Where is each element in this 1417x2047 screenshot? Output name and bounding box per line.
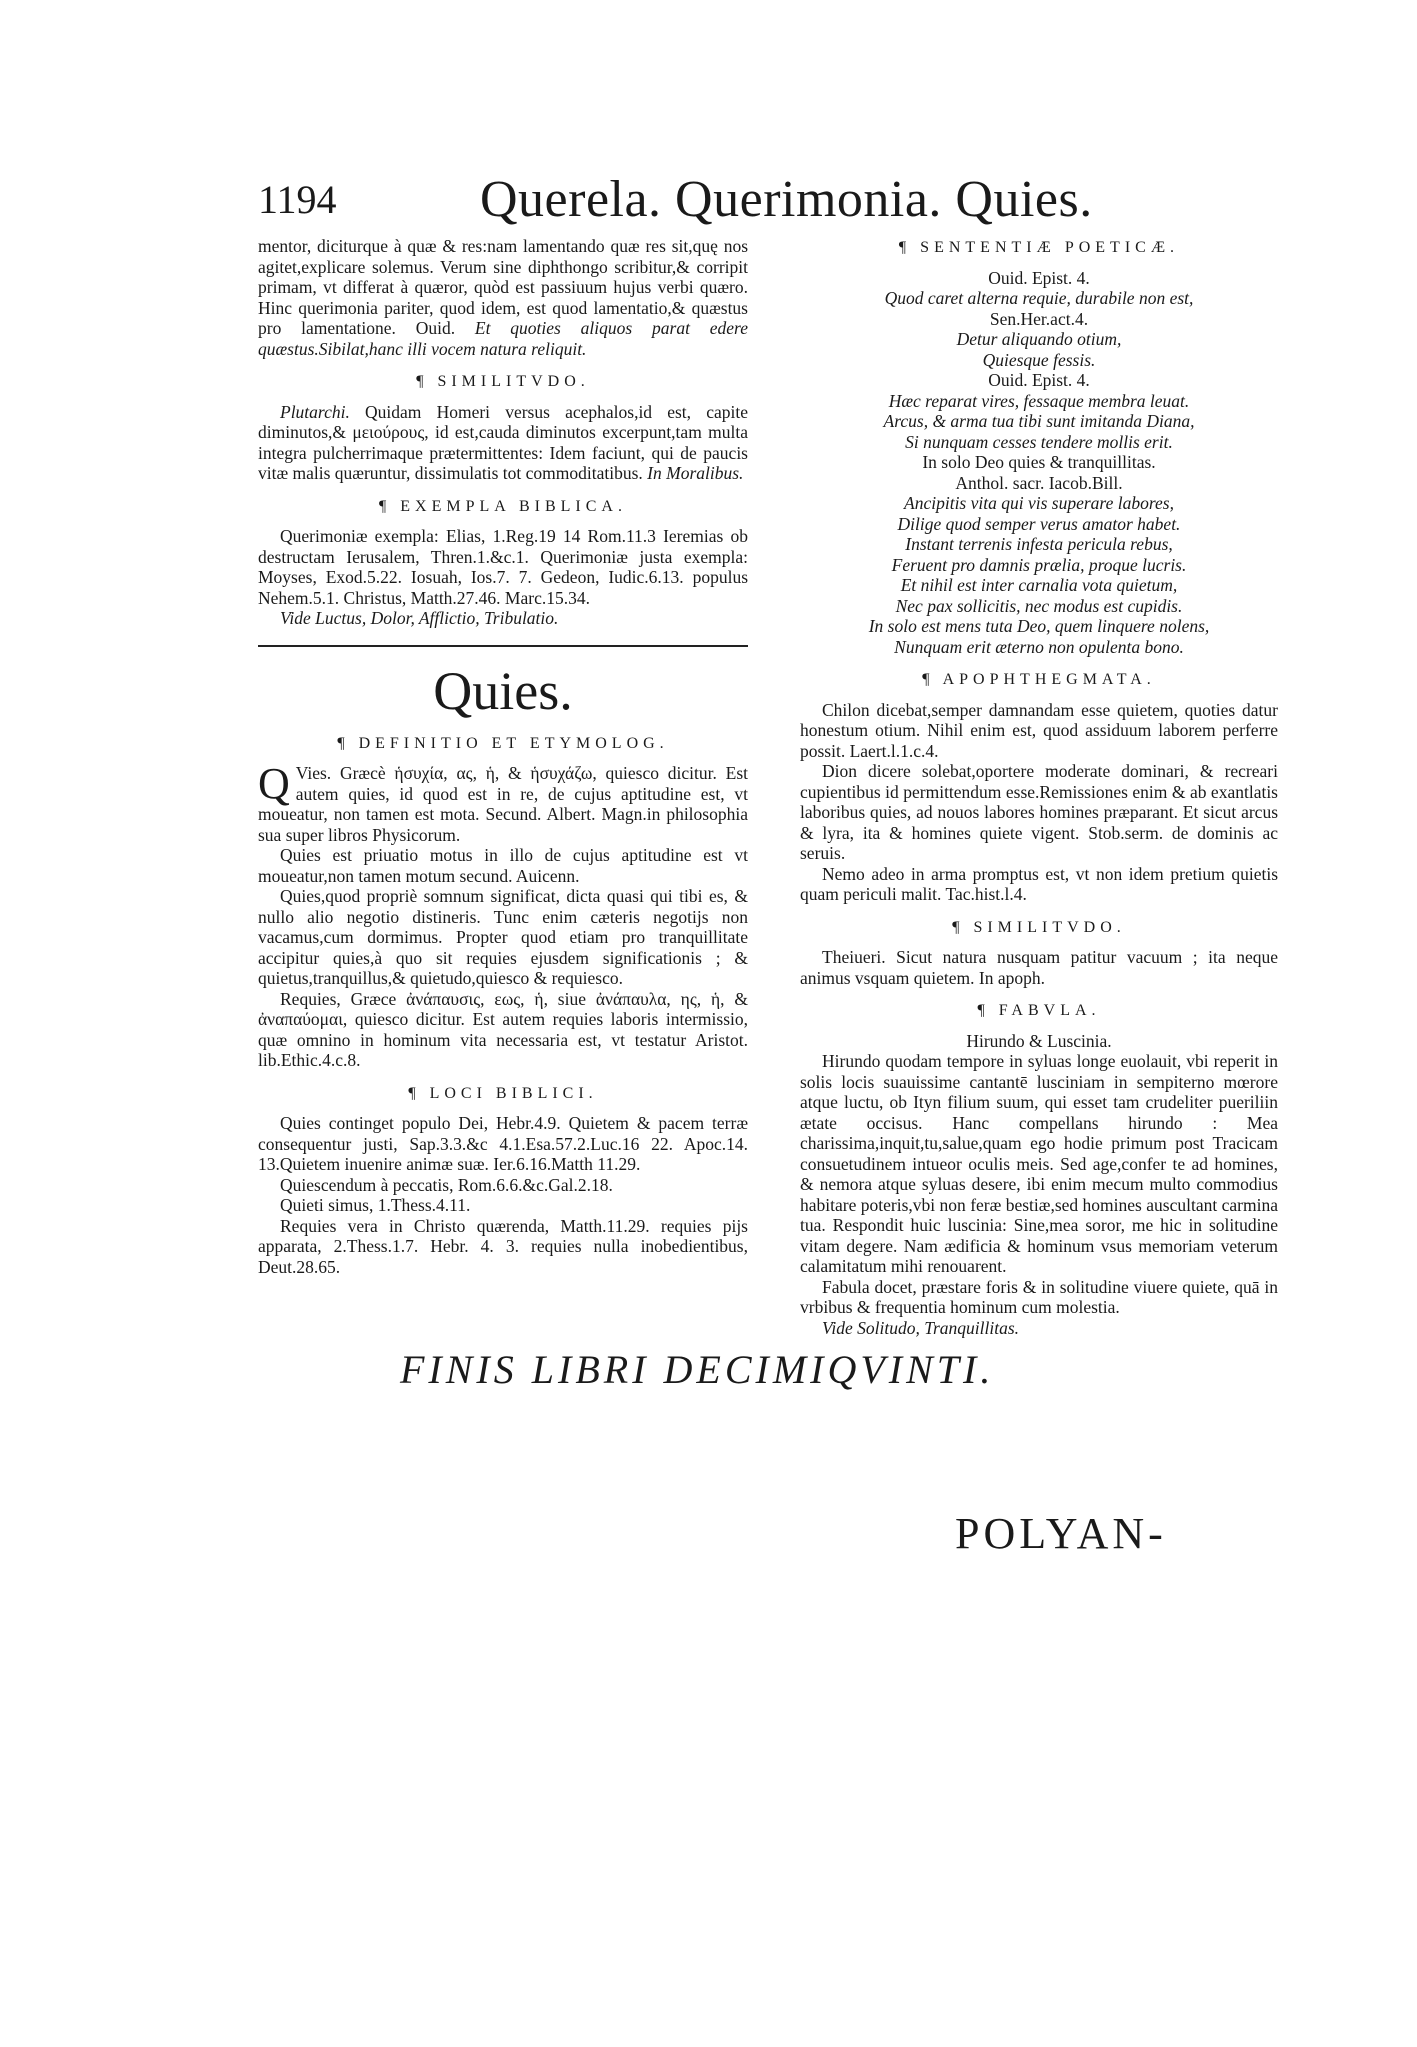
loci-paragraph-1: Quies continget populo Dei, Hebr.4.9. Quietem & pacem terræ consequentur justi, Sap.3.3.&c 4.1.Esa.57.2.Luc.16 22. Apoc.14. 13.Quietem inuenire animæ suæ. Ier.6.16.Matth 11.29.: [258, 1113, 748, 1174]
definitio-paragraph-2: Quies est priuatio motus in illo de cujus aptitudine est vt moueatur,non tamen motum secund. Auicenn.: [258, 845, 748, 886]
section-heading-fabula: ¶ FABVLA.: [977, 1002, 1101, 1019]
verse-line: Hæc reparat vires, fessaque membra leuat.: [888, 390, 1190, 411]
verse-line: Nunquam erit æterno non opulenta bono.: [894, 636, 1184, 657]
fabula-title: Hirundo & Luscinia.: [966, 1030, 1112, 1051]
verse-line: Feruent pro damnis prælia, proque lucris.: [891, 554, 1187, 575]
exempla-vide: Vide Luctus, Dolor, Afflictio, Tribulatio.: [280, 608, 559, 628]
left-column: [258, 236, 748, 1277]
section-heading-similitudo-right: ¶ SIMILITVDO.: [952, 918, 1126, 936]
fabula-paragraph-2: Fabula docet, præstare foris & in solitudine viuere quiete, quā in vrbibus & frequentia hominum cum molestia.: [800, 1276, 1278, 1317]
verse-line: Nec pax sollicitis, nec modus est cupidis.: [895, 595, 1183, 616]
section-heading-apophthegmata: ¶ APOPHTHEGMATA.: [922, 671, 1156, 688]
verse-line: Instant terrenis infesta pericula rebus,: [905, 534, 1173, 554]
verse-line: Detur aliquando otium,: [956, 329, 1122, 349]
section-heading-exempla: ¶ EXEMPLA BIBLICA.: [379, 497, 627, 515]
verse-line: Et nihil est inter carnalia vota quietum,: [900, 575, 1178, 595]
verse-line: Quiesque fessis.: [982, 349, 1096, 370]
verse-line: In solo est mens tuta Deo, quem linquere nolens,: [868, 616, 1210, 636]
loci-paragraph-3: Quieti simus, 1.Thess.4.11.: [280, 1195, 471, 1215]
quies-title: Quies.: [433, 660, 573, 721]
verse-line: Dilige quod semper verus amator habet.: [897, 513, 1181, 534]
fabula-vide: Vide Solitudo, Tranquillitas.: [822, 1317, 1020, 1338]
apophthegma-paragraph-3: Nemo adeo in arma promptus est, vt non idem pretium quietis quam periculi malit. Tac.hist.l.4.: [800, 863, 1278, 904]
drop-cap: Q: [258, 759, 290, 808]
intro-paragraph: mentor, diciturque à quæ & res:nam lamentando quæ res sit,quę nos agitet,explicare solemus. Verum sine diphthongo scribitur,& corripit primam, vt differat à quæror, quòd est passiuum hujus verbi quæro. Hinc querimonia pariter, quod idem, est quod lamentatio,& quæstus pro lamentatione. Ouid. Et quoties aliquos parat edere quæstus.Sibilat,hanc illi vocem natura reliquit.: [258, 236, 748, 359]
verse-line: Si nunquam cesses tendere mollis erit.: [905, 431, 1173, 452]
verse-line: Arcus, & arma tua tibi sunt imitanda Diana,: [883, 411, 1195, 431]
apophthegma-paragraph-2: Dion dicere solebat,oportere moderate dominari, & recreari cupientibus id permittendum esse.Remissiones enim & ab exantlatis laboribus quies, ad nouos labores homines præparant. Et sicut arcus & lyra, ita & homines quiete vigent. Stob.serm. de dominis ac seruis.: [800, 761, 1278, 863]
catchword: POLYAN-: [955, 1509, 1167, 1558]
page-header: [258, 170, 1093, 240]
loci-paragraph-4: Requies vera in Christo quærenda, Matth.11.29. requies pijs apparata, 2.Thess.1.7. Hebr. 4. 3. requies nulla inobedientibus, Deut.28.65.: [258, 1215, 748, 1277]
right-column: [800, 236, 1278, 1338]
verse-line: Quod caret alterna requie, durabile non est,: [884, 288, 1194, 308]
section-heading-sententiae: ¶ SENTENTIÆ POETICÆ.: [898, 239, 1180, 256]
section-rule: [258, 645, 748, 647]
section-heading-similitudo: ¶ SIMILITVDO.: [416, 373, 590, 390]
apophthegma-paragraph-1: Chilon dicebat,semper damnandam esse quietem, quoties datur honestum otium. Nihil enim est, quod assiduum laborem perferre possit. Laert.l.1.c.4.: [800, 699, 1278, 761]
finis-libri: FINIS LIBRI DECIMIQVINTI.: [400, 1347, 995, 1392]
solo-deo-heading: In solo Deo quies & tranquillitas.: [922, 452, 1156, 472]
similitudo-right-paragraph: Theiueri. Sicut natura nusquam patitur vacuum ; ita neque animus vsquam quietem. In apoph.: [800, 947, 1278, 988]
section-heading-definitio: ¶ DEFINITIO ET ETYMOLOG.: [337, 734, 669, 752]
poetic-source: Ouid. Epist. 4.: [988, 267, 1090, 288]
definitio-paragraph-1: Q Vies. Græcè ἡσυχία, ας, ἡ, & ἡσυχάζω, quiesco dicitur. Est autem quies, id quod est in re, de cujus aptitudine est, vt moueatur, non tamen est mota. Secund. Albert. Magn.in philosophia sua super libros Physicorum.: [258, 759, 748, 845]
verse-line: Ancipitis vita qui vis superare labores,: [904, 493, 1174, 513]
solo-deo-source: Anthol. sacr. Iacob.Bill.: [955, 472, 1123, 493]
exempla-paragraph: Querimoniæ exempla: Elias, 1.Reg.19 14 Rom.11.3 Ieremias ob destructam Ierusalem, Thren.1.&c.1. Querimoniæ justa exempla: Moyses, Exod.5.22. Iosuah, Ios.7. 7. Gedeon, Iudic.6.13. populus Nehem.5.1. Christus, Matth.27.46. Marc.15.34.: [258, 526, 748, 608]
similitudo-paragraph: Plutarchi. Quidam Homeri versus acephalos,id est, capite diminutos,& μειούρους, id est,cauda diminutos excerpunt,tam multa integra pulcherrimaque prætermittentes: Idem faciunt, qui de paucis vitæ malis quæruntur, dissimulatis tot commoditatibus. In Moralibus.: [258, 401, 748, 483]
page-number: 1194: [258, 177, 337, 222]
poetic-source: Ouid. Epist. 4.: [988, 370, 1090, 390]
poetic-source: Sen.Her.act.4.: [989, 308, 1089, 329]
section-heading-loci: ¶ LOCI BIBLICI.: [408, 1084, 598, 1102]
loci-paragraph-2: Quiescendum à peccatis, Rom.6.6.&c.Gal.2.18.: [280, 1174, 613, 1195]
running-title: Querela. Querimonia. Quies.: [480, 171, 1093, 228]
definitio-paragraph-4: Requies, Græce ἀνάπαυσις, εως, ἡ, siue ἀνάπαυλα, ης, ἡ, & ἀναπαύομαι, quiesco dicitur. Est autem requies laboris intermissio, quæ omnino in hominum vita necessaria est, vt testatur Aristot. lib.Ethic.4.c.8.: [258, 988, 748, 1070]
definitio-paragraph-3: Quies,quod propriè somnum significat, dicta quasi qui tibi es, & nullo alio negotio distineris. Tunc enim cæteris negotijs non vacamus,cum dormimus. Propter quod etiam pro tranquillitate accipitur quies,à quo sit requies ejusdem significationis ; & quietus,tranquillus,& quietudo,quiesco & requiesco.: [258, 886, 748, 988]
fabula-paragraph-1: Hirundo quodam tempore in syluas longe euolauit, vbi reperit in solis locis suauissime cantantē lusciniam in sempiterno mœrore atque luctu, ob Ityn filium suum, qui esset tam crudeliter pueriliin ætate occisus. Hanc compellans hirundo : Mea charissima,inquit,tu,salue,quam ego hodie primum post Tracicam consuetudinem intueor oculis meis. Sed age,confer te ad homines, & nemora atque syluas desere, ibi enim mecum multo commodius habitare poteris,vbi non feræ bestiæ,sed homines auscultant carmina tua. Respondit huic luscinia: Sine,mea soror, me hic in solitudine vitam degere. Nam ædificia & hominum vsus memoriam veterum calamitatum mihi renouarent.: [800, 1051, 1278, 1276]
